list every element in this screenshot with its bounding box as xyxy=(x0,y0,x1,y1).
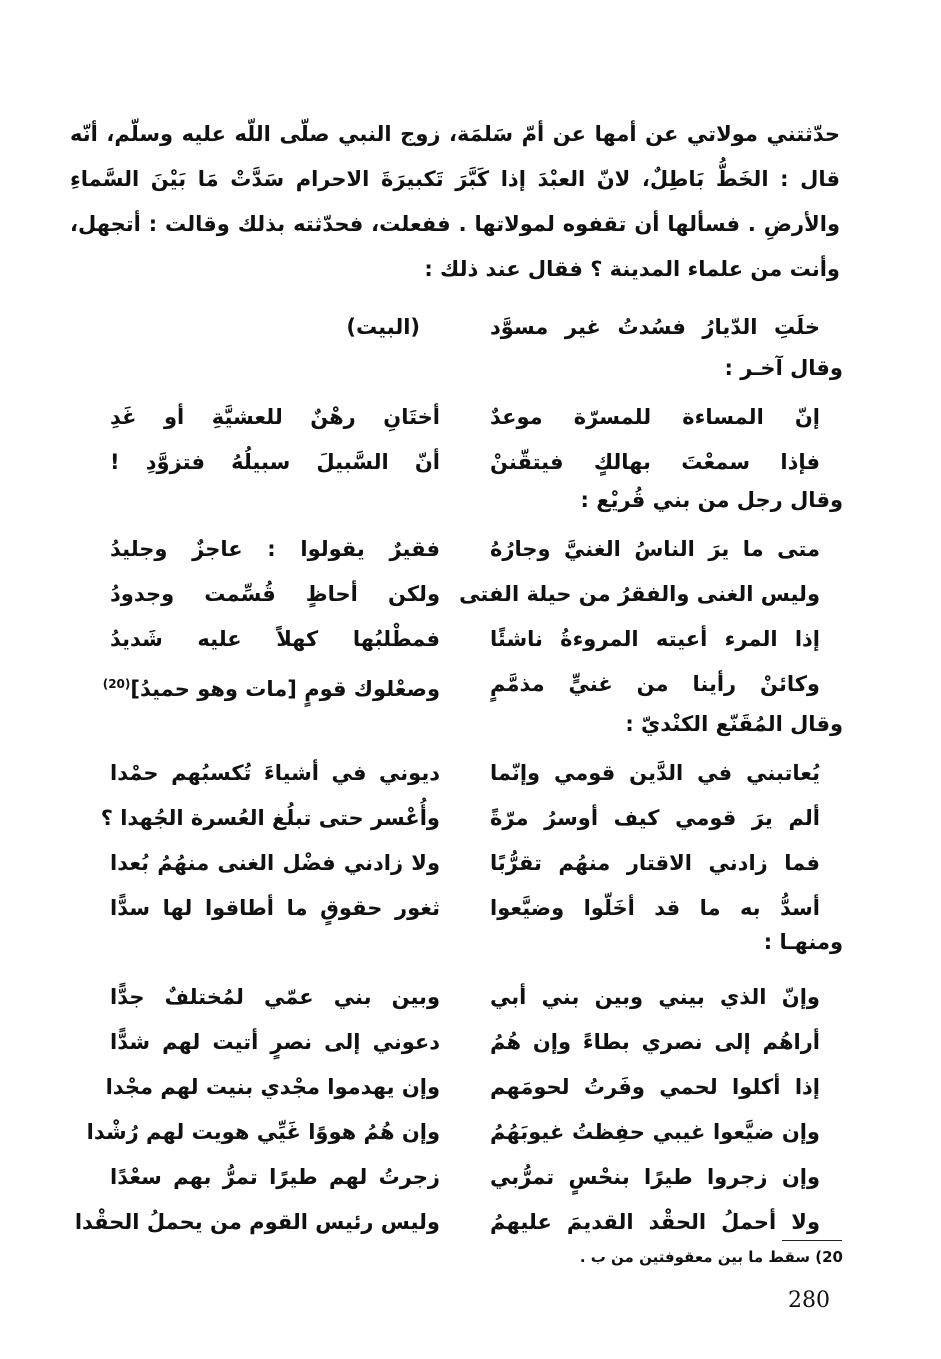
verse-first-hemistich: فما زادني الاقتار منهُم تقرُّبًا xyxy=(490,851,820,875)
verse-first-hemistich: وإنّ الذي بيني وبين بني أبي xyxy=(490,985,820,1009)
verse-line xyxy=(100,527,820,572)
verse-second-hemistich: دعوني إلى نصرٍ أتيت لهم شدًّا xyxy=(110,1030,440,1054)
verse-first-hemistich: فإذا سمعْتَ بهالكٍ فيتقّننْ xyxy=(490,450,820,474)
footnote: 20) سقط ما بين معقوفتين من ب . xyxy=(579,1248,843,1266)
verse-line xyxy=(100,572,820,617)
section-heading: وقال المُقَنّع الكنْديّ : xyxy=(625,712,843,736)
footnote-divider xyxy=(782,1240,842,1241)
verse-second-hemistich: وأُعْسر حتى تبلُغ العُسرة الجُهدا ؟ xyxy=(100,806,440,830)
verse-second-hemistich: وإن هُمُ هووًا غَيِّي هويت لهم رُشْدا xyxy=(86,1120,440,1144)
section-heading: ومنهـا : xyxy=(763,930,843,954)
page-number: 280 xyxy=(788,1288,830,1313)
verse-line xyxy=(100,1155,820,1200)
verse-second-hemistich: ولكن أحاظٍ قُسِّمت وجدودُ xyxy=(110,582,440,606)
verse-line xyxy=(100,1065,820,1110)
verse-second-hemistich: ثغور حقوقٍ ما أطاقوا لها سدًّا xyxy=(110,896,440,920)
verse-line xyxy=(86,1110,820,1155)
verse-block-3 xyxy=(100,527,820,707)
verse-first-hemistich: يُعاتبني في الدَّين قومي وإنّما xyxy=(490,761,820,785)
verse-first-hemistich: وإن ضيَّعوا غيبي حفِظتُ غيوبَهُمُ xyxy=(490,1120,820,1144)
verse-first-hemistich: متى ما يرَ الناسُ الغنيَّ وجارُهُ xyxy=(490,537,820,561)
verse-line xyxy=(100,395,820,440)
verse-second-hemistich: ولا زادني فضْل الغنى منهُمُ بُعدا xyxy=(110,851,440,875)
verse-line xyxy=(100,617,820,662)
verse-line xyxy=(100,1020,820,1065)
verse-first-hemistich: إذا أكلوا لحمي وفَرتُ لحومَهم xyxy=(490,1075,820,1099)
section-heading: وقال آخـر : xyxy=(724,356,843,380)
verse-line xyxy=(100,841,820,886)
verse-second-hemistich: زجرتُ لهم طيرًا تمرُّ بهم سعْدًا xyxy=(110,1165,440,1189)
verse-first-hemistich: وإن زجروا طيرًا بنحْسٍ تمرُّبي xyxy=(490,1165,820,1189)
section-heading: وقال رجل من بني قُريْع : xyxy=(580,488,843,512)
verse-first-hemistich: ألم يرَ قومي كيف أوسرُ مرّةً xyxy=(490,806,820,830)
verse-first-hemistich: وكائنْ رأينا من غنيٍّ مذمَّمٍ xyxy=(490,672,820,696)
verse-second-hemistich: ديوني في أشياءَ تُكسبُهم حمْدا xyxy=(110,761,440,785)
verse-first-hemistich: أراهُم إلى نصري بطاءً وإن هُمُ xyxy=(490,1030,820,1054)
verse-second-hemistich: فمطْلبُها كهلاً عليه شَديدُ xyxy=(110,627,440,651)
verse-block-4 xyxy=(100,751,820,931)
verse-second-hemistich: فقيرٌ يقولوا : عاجزٌ وجليدُ xyxy=(110,537,440,561)
verse-second-hemistich: وبين بني عمّي لمُختلفٌ جدًّا xyxy=(110,985,440,1009)
verse-line xyxy=(100,796,820,841)
verse-line xyxy=(74,1200,820,1245)
verse-second-hemistich xyxy=(102,662,440,712)
verse-first-hemistich: إذا المرء أعيته المروءةُ ناشئًا xyxy=(490,627,820,651)
verse-first-hemistich: ولا أحملُ الحقْد القديمَ عليهمُ xyxy=(490,1210,820,1234)
verse-block-1 xyxy=(100,305,820,350)
verse-line xyxy=(100,440,820,485)
hemistich-text: وصعْلوك قومٍ [مات وهو حميدُ] xyxy=(130,677,440,701)
verse-block-2 xyxy=(100,395,820,485)
verse-line xyxy=(100,886,820,931)
verse-note: (البيت) xyxy=(346,315,420,339)
verse-second-hemistich: أنّ السَّبيلَ سبيلُهُ فتزوَّدِ ! xyxy=(110,450,440,474)
verse-first-hemistich: أسدُّ به ما قد أخَلّوا وضيَّعوا xyxy=(490,896,820,920)
verse-first-hemistich: إنّ المساءة للمسرّة موعدٌ xyxy=(490,405,820,429)
verse-second-hemistich: أختَانِ رهْنٌ للعشيَّةِ أو غَدِ xyxy=(110,405,440,429)
verse-line xyxy=(100,305,820,350)
verse-line xyxy=(100,751,820,796)
verse-line xyxy=(100,662,820,707)
verse-second-hemistich: وإن يهدموا مجْدي بنيت لهم مجْدا xyxy=(105,1075,440,1099)
verse-second-hemistich: وليس رئيس القوم من يحملُ الحقْدا xyxy=(74,1210,440,1234)
verse-first-hemistich: خلَتِ الدّيارُ فسُدتُ غير مسوَّد xyxy=(490,315,820,339)
verse-block-5 xyxy=(74,975,820,1245)
intro-paragraph: حدّثتني مولاتي عن أمها عن أمّ سَلمَة، زوج النبي صلّى اللّه عليه وسلّم، أنّه قال : الخَطُّ بَاطِلٌ، لانّ العبْدَ إذا كَبَّرَ تَكبيرَةَ الاحرام سَدَّتْ مَا بَيْنَ السَّماءِ والأرضِ . فسألها أن تقفوه لمولاتها . ففعلت، فحدّثته بذلك وقالت : أتجهل، وأنت من علماء المدينة ؟ فقال عند ذلك : xyxy=(70,122,840,281)
footnote-reference: (20) xyxy=(102,677,131,691)
verse-first-hemistich: وليس الغنى والفقرُ من حيلة الفتى xyxy=(459,582,820,606)
verse-line xyxy=(100,975,820,1020)
